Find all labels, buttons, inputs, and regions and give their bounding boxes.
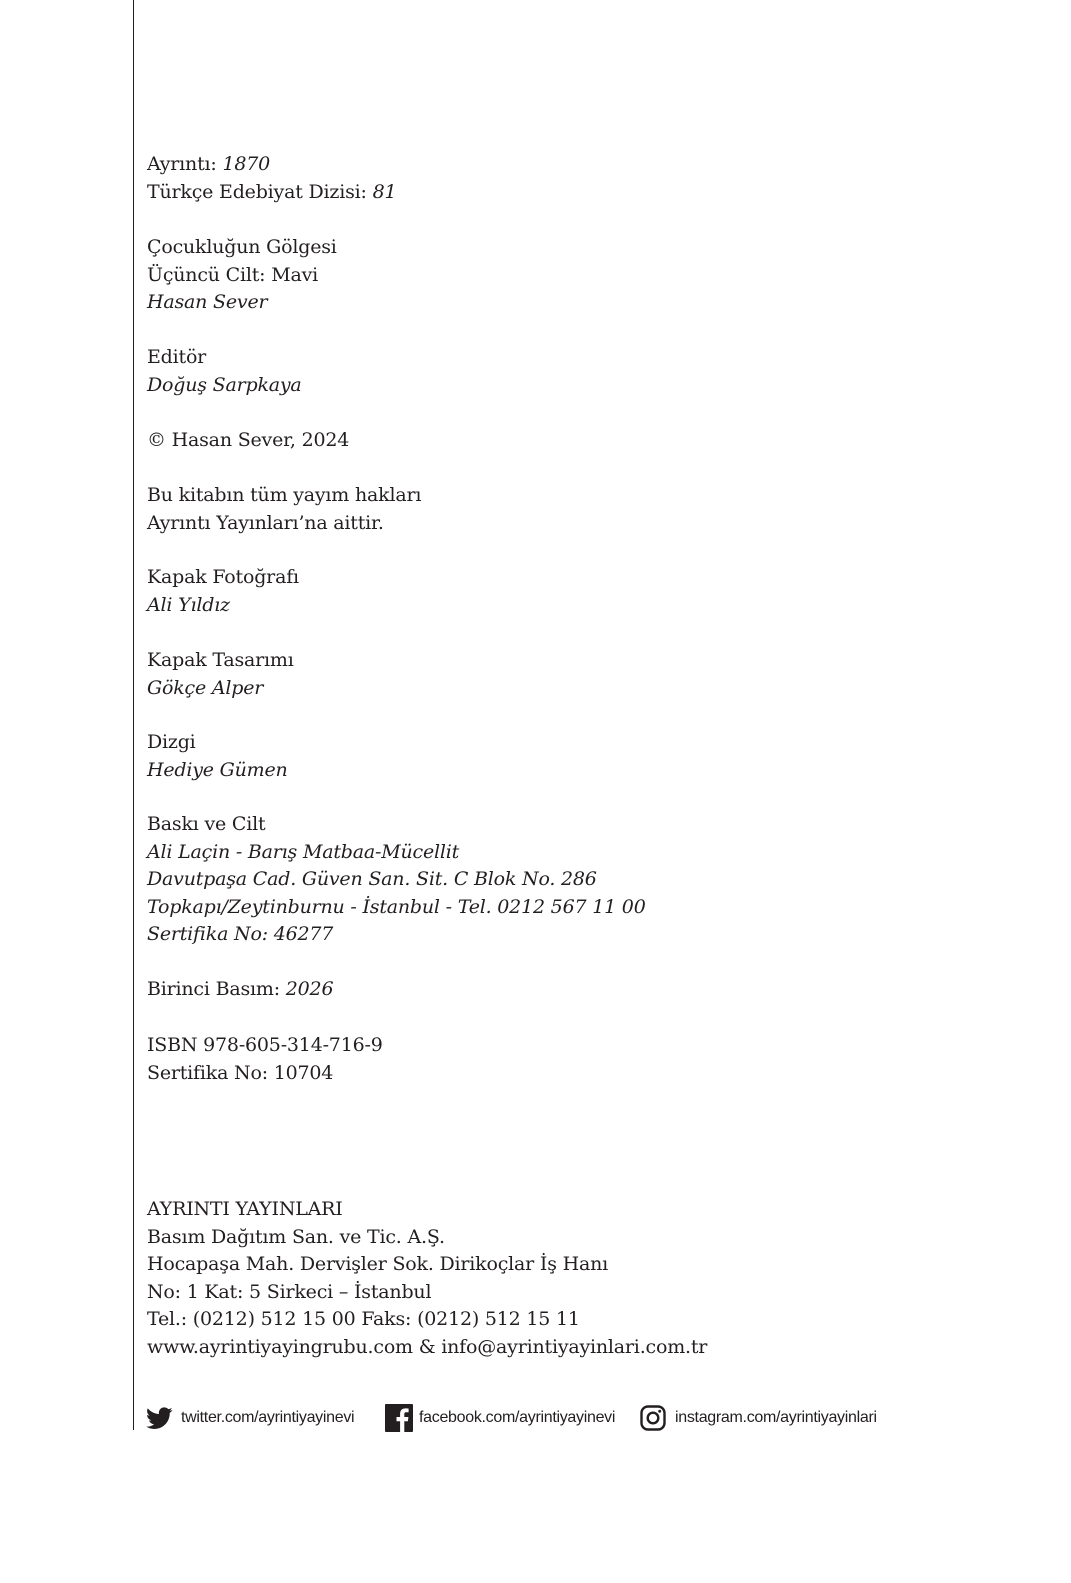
printing-line-3: Topkapı/Zeytinburnu - İstanbul - Tel. 0212 567 11 00 <box>147 895 646 918</box>
editor-block <box>147 344 302 399</box>
editor-name: Doğuş Sarpkaya <box>147 373 302 396</box>
printing-block <box>147 811 646 949</box>
certificate-line: Sertifika No: 10704 <box>147 1061 334 1084</box>
publisher-phone: Tel.: (0212) 512 15 00 Faks: (0212) 512 15 11 <box>147 1308 580 1330</box>
rights-line-2: Ayrıntı Yayınları’na aittir. <box>147 511 384 534</box>
cover-photo-name: Ali Yıldız <box>147 593 230 616</box>
printing-line-4: Sertifika No: 46277 <box>147 923 334 945</box>
cover-photo-label: Kapak Fotoğrafı <box>147 566 299 588</box>
edition-block <box>147 976 333 1004</box>
instagram-text: instagram.com/ayrintiyayinlari <box>675 1409 877 1426</box>
printing-line-2: Davutpaşa Cad. Güven San. Sit. C Blok No. 286 <box>147 868 597 890</box>
rights-line-1: Bu kitabın tüm yayım hakları <box>147 484 422 506</box>
rights-block <box>147 482 421 537</box>
margin-rule <box>133 0 134 1430</box>
typesetting-label: Dizgi <box>147 731 196 753</box>
edition-year: 2026 <box>285 978 334 1000</box>
typesetting-name: Hediye Gümen <box>147 758 288 781</box>
cover-design-block <box>147 647 294 702</box>
publisher-block <box>147 1196 707 1361</box>
book-info <box>147 234 337 317</box>
twitter-text: twitter.com/ayrintiyayinevi <box>181 1409 355 1426</box>
book-title: Çocukluğun Gölgesi <box>147 236 337 258</box>
printing-label: Baskı ve Cilt <box>147 813 266 835</box>
instagram-link[interactable] <box>640 1404 877 1432</box>
edition-line: Birinci Basım: 2026 <box>147 978 334 1000</box>
facebook-link[interactable] <box>385 1404 615 1432</box>
subseries-line: Türkçe Edebiyat Dizisi: 81 <box>147 180 397 203</box>
subseries-number: 81 <box>372 180 397 203</box>
facebook-text: facebook.com/ayrintiyayinevi <box>419 1409 616 1426</box>
book-volume: Üçüncü Cilt: Mavi <box>147 263 319 286</box>
instagram-icon <box>640 1405 666 1431</box>
copyright-block <box>147 427 349 455</box>
cover-photo-block <box>147 564 299 619</box>
book-author: Hasan Sever <box>147 291 268 313</box>
publisher-address-2: No: 1 Kat: 5 Sirkeci – İstanbul <box>147 1280 432 1303</box>
publisher-name: AYRINTI YAYINLARI <box>147 1198 343 1220</box>
copyright-line: © Hasan Sever, 2024 <box>147 429 350 451</box>
cover-design-name: Gökçe Alper <box>147 676 264 699</box>
publisher-web[interactable]: www.ayrintiyayingrubu.com & info@ayrintiyayinlari.com.tr <box>147 1335 708 1358</box>
series-line: Ayrıntı: 1870 <box>147 153 270 175</box>
facebook-icon <box>385 1404 413 1432</box>
publisher-address-1: Hocapaşa Mah. Dervişler Sok. Dirikoçlar İş Hanı <box>147 1253 608 1275</box>
publisher-company: Basım Dağıtım San. ve Tic. A.Ş. <box>147 1225 445 1248</box>
typesetting-block <box>147 729 288 784</box>
twitter-link[interactable] <box>146 1404 354 1432</box>
isbn-line: ISBN 978-605-314-716-9 <box>147 1034 383 1056</box>
series-block <box>147 151 396 206</box>
isbn-block <box>147 1032 383 1087</box>
twitter-icon <box>146 1407 173 1430</box>
editor-label: Editör <box>147 346 207 368</box>
printing-line-1: Ali Laçin - Barış Matbaa-Mücellit <box>147 840 460 863</box>
cover-design-label: Kapak Tasarımı <box>147 649 294 671</box>
series-number: 1870 <box>222 153 270 175</box>
